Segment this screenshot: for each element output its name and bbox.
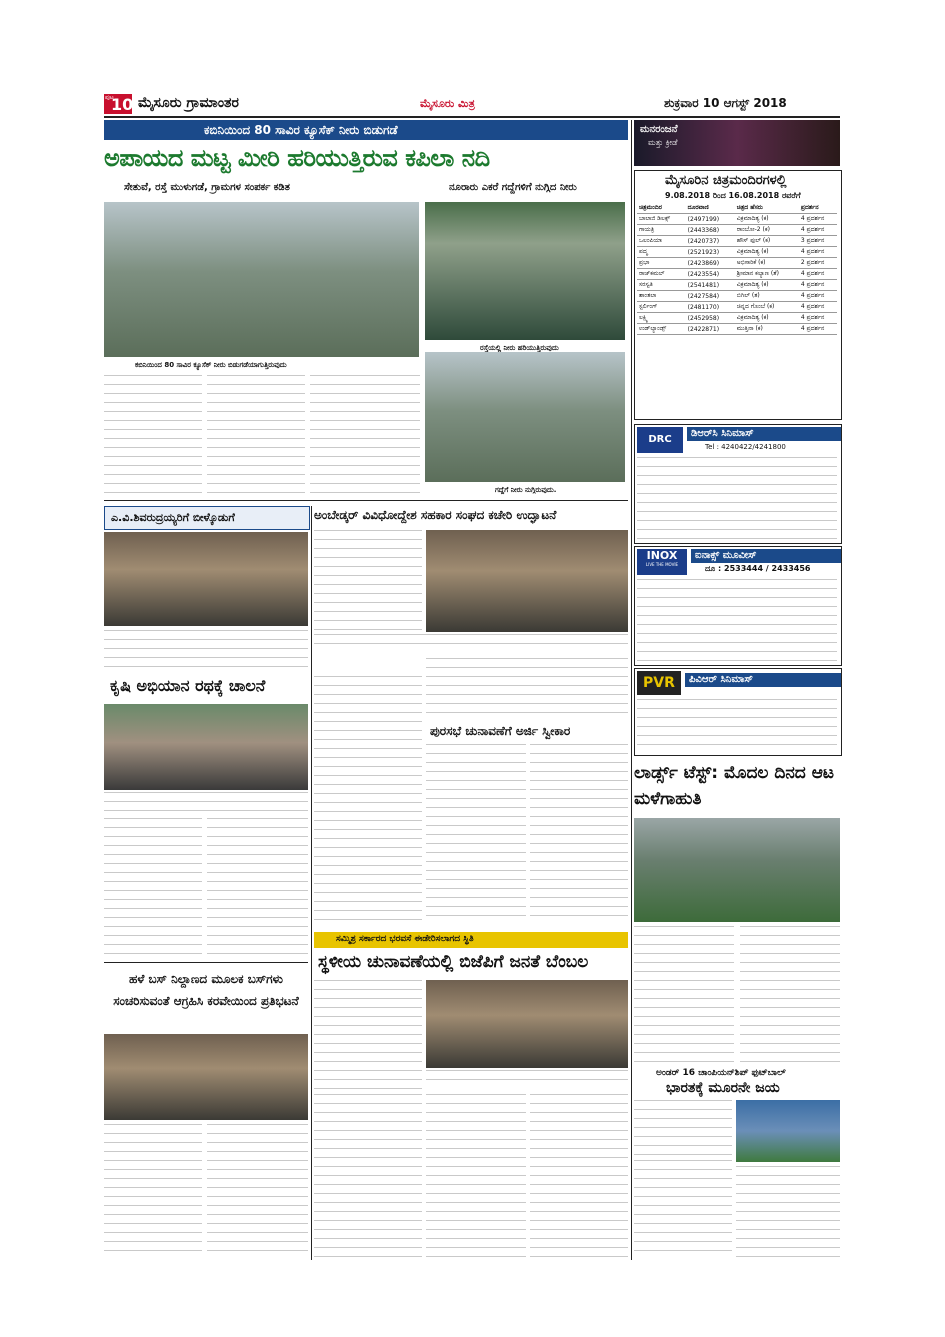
bus-photo: [104, 1034, 308, 1120]
table-cell: ವಿಕ್ರಮಾದಿತ್ಯ (ಕ): [735, 214, 799, 225]
page-number: 10: [111, 95, 134, 114]
lead-body-col-3: [310, 375, 420, 495]
table-row: [637, 324, 837, 335]
table-cell: 4 ಪ್ರದರ್ಶನ: [799, 247, 837, 258]
birthday-headline: ಎ.ವಿ.ಶಿವರುದ್ರಯ್ಯರಿಗೆ ಬೀಳ್ಕೊಡುಗೆ: [111, 511, 235, 524]
table-row: [637, 258, 837, 269]
table-cell: (2497199): [686, 214, 735, 225]
bjp-caption: [426, 1070, 628, 1088]
table-row: [637, 225, 837, 236]
table-row: [637, 291, 837, 302]
table-cell: 4 ಪ್ರದರ್ಶನ: [799, 324, 837, 335]
drc-logo: DRC: [637, 427, 683, 453]
lead-headline: ಅಪಾಯದ ಮಟ್ಟ ಮೀರಿ ಹರಿಯುತ್ತಿರುವ ಕಪಿಲಾ ನದಿ: [104, 144, 490, 172]
bjp-body-1: [314, 980, 422, 1090]
bjp-photo: [426, 980, 628, 1068]
drc-box: [634, 424, 842, 544]
entertainment-promo: [634, 120, 840, 166]
table-cell: ಲಕ್ಷ್ಮಿ: [637, 313, 686, 324]
table-cell: 4 ಪ್ರದರ್ಶನ: [799, 225, 837, 236]
cricket-headline-text: ಲಾರ್ಡ್ಸ್ ಟೆಸ್ಟ್: ಮೊದಲ ದಿನದ ಆಟ ಮಳೆಗಾಹುತಿ: [634, 763, 835, 809]
krishi-photo: [104, 704, 308, 790]
football-body-2: [634, 1160, 732, 1258]
bjp-body-4: [530, 1094, 628, 1258]
bjp-kicker: ಸಮ್ಮಿಶ್ರ ಸರ್ಕಾರದ ಭರವಸೆ ಈಡೇರಿಸಲಾಗದ ಸ್ಥಿತಿ: [336, 934, 474, 944]
table-cell: (2443368): [686, 225, 735, 236]
football-body-1: [634, 1100, 732, 1156]
table-cell: (2541481): [686, 280, 735, 291]
krishi-body-1: [104, 818, 202, 966]
cooperative-body: [314, 530, 422, 630]
table-row: [637, 302, 837, 313]
bus-headline: [104, 968, 308, 1022]
river-photo: [425, 202, 625, 340]
table-cell: 4 ಪ್ರದರ್ಶನ: [799, 313, 837, 324]
birthday-photo: [104, 532, 308, 626]
table-cell: ಚಿನ್ನದ ಗೊಂಬೆ (ಕ): [735, 302, 799, 313]
lead-body-col-2: [207, 375, 305, 495]
column-rule: [631, 120, 632, 1260]
inox-box: [634, 546, 842, 666]
table-cell: ರಾಜ್‌ಕಮಲ್: [637, 269, 686, 280]
pvr-logo: PVR: [637, 671, 681, 695]
table-cell: 4 ಪ್ರದರ್ಶನ: [799, 214, 837, 225]
bjp-headline: ಸ್ಥಳೀಯ ಚುನಾವಣೆಯಲ್ಲಿ ಬಿಜೆಪಿಗೆ ಜನತೆ ಬೆಂಬಲ: [318, 952, 589, 972]
bus-headline-text: ಹಳೆ ಬಸ್ ನಿಲ್ದಾಣದ ಮೂಲಕ ಬಸ್‌ಗಳು ಸಂಚರಿಸುವಂತೆ ಆಗ್ರಹಿಸಿ ಕರವೇಯಿಂದ ಪ್ರತಿಭಟನೆ: [113, 972, 299, 1008]
table-cell: (2423869): [686, 258, 735, 269]
table-cell: (2427584): [686, 291, 735, 302]
krishi-headline: ಕೃಷಿ ಅಭಿಯಾನ ರಥಕ್ಕೆ ಚಾಲನೆ: [110, 676, 266, 695]
table-cell: ಗಾಯತ್ರಿ: [637, 225, 686, 236]
table-row: [637, 313, 837, 324]
table-cell: 4 ಪ್ರದರ್ಶನ: [799, 280, 837, 291]
pvr-showtimes: [637, 699, 837, 751]
cricket-photo: [634, 818, 840, 922]
section-title: ಮೈಸೂರು ಗ್ರಾಮಾಂತರ: [138, 95, 239, 111]
table-cell: ಪ್ರಭಾ: [637, 258, 686, 269]
football-headline: ಭಾರತಕ್ಕೆ ಮೂರನೇ ಜಯ: [666, 1080, 780, 1096]
table-cell: ವಿಕ್ರಮಾದಿತ್ಯ (ಕ): [735, 280, 799, 291]
page-number-box: [104, 94, 132, 114]
table-cell: ಶಾಂತಲಾ: [637, 291, 686, 302]
bjp-body-2: [314, 1094, 422, 1258]
table-cell: ಅಭಿಸಾರಿಕೆ (ಕ): [735, 258, 799, 269]
drc-phone: Tel : 4240422/4241800: [705, 443, 786, 451]
table-cell: ಉಡ್‌ಲ್ಯಾಂಡ್ಸ್: [637, 324, 686, 335]
cinema-col-header: ಚಿತ್ರಮಂದಿರ: [637, 203, 686, 214]
lead-sub-2: ನೂರಾರು ಎಕರೆ ಗದ್ದೆಗಳಿಗೆ ನುಗ್ಗಿದ ನೀರು: [449, 182, 577, 193]
table-row: [637, 214, 837, 225]
field-photo: [425, 352, 625, 482]
table-cell: 4 ಪ್ರದರ್ಶನ: [799, 291, 837, 302]
paper-logo: ಮೈಸೂರು ಮಿತ್ರ: [420, 97, 475, 110]
cinema-listings-box: [634, 170, 842, 420]
lead-sub-1: ಸೇತುವೆ, ರಸ್ತೆ ಮುಳುಗಡೆ, ಗ್ರಾಮಗಳ ಸಂಪರ್ಕ ಕಡಿತ: [124, 182, 290, 193]
inox-showtimes: [637, 579, 837, 661]
cinema-col-header: ಚಿತ್ರದ ಹೆಸರು: [735, 203, 799, 214]
table-cell: (2423554): [686, 269, 735, 280]
football-kicker: ಅಂಡರ್ 16 ಚಾಂಪಿಯನ್‌ಶಿಪ್ ಫುಟ್‌ಬಾಲ್: [656, 1068, 786, 1078]
table-cell: (2481170): [686, 302, 735, 313]
table-cell: ರಾಂಬೋ-2 (ಕ): [735, 225, 799, 236]
section-rule: [104, 962, 308, 963]
table-cell: (2420737): [686, 236, 735, 247]
table-cell: 4 ಪ್ರದರ್ಶನ: [799, 269, 837, 280]
lead-kicker-bar: [104, 120, 628, 140]
issue-date: ಶುಕ್ರವಾರ 10 ಆಗಸ್ಟ್ 2018: [664, 96, 787, 110]
pvr-box: [634, 668, 842, 756]
pvr-title: ಪಿವಿಆರ್ ಸಿನಿಮಾಸ್: [685, 673, 841, 687]
table-cell: 2 ಪ್ರದರ್ಶನ: [799, 258, 837, 269]
election-body-2: [530, 744, 628, 924]
inox-title: ಐನಾಕ್ಸ್ ಮೂವೀಸ್: [691, 549, 841, 563]
table-cell: (2452958): [686, 313, 735, 324]
cinema-title: ಮೈಸೂರಿನ ಚಿತ್ರಮಂದಿರಗಳಲ್ಲಿ: [665, 173, 787, 188]
cinema-dates: 9.08.2018 ರಿಂದ 16.08.2018 ರವರೆಗೆ: [665, 191, 801, 200]
table-row: [637, 269, 837, 280]
birthday-caption: [104, 630, 308, 670]
page-label: ಪುಟ: [105, 94, 114, 101]
table-cell: ಸರಸ್ವತಿ: [637, 280, 686, 291]
table-cell: 4 ಪ್ರದರ್ಶನ: [799, 302, 837, 313]
table-cell: ವಿಕ್ರಮಾದಿತ್ಯ (ಕ): [735, 313, 799, 324]
table-cell: (2521923): [686, 247, 735, 258]
football-photo: [736, 1100, 840, 1162]
table-cell: ಬಿಗಿಲ್ (ತ): [735, 291, 799, 302]
section-rule: [104, 500, 628, 501]
column-rule: [311, 506, 312, 1260]
table-row: [637, 280, 837, 291]
cinema-table: [637, 203, 837, 335]
masthead: [104, 92, 840, 118]
field-caption: ಗದ್ದೆಗೆ ನೀರು ನುಗ್ಗಿರುವುದು.: [495, 486, 557, 494]
krishi-body-3: [314, 676, 422, 924]
lead-body-col-1: [104, 375, 202, 495]
cooperative-headline: ಅಂಬೇಡ್ಕರ್ ವಿವಿಧೋದ್ದೇಶ ಸಹಕಾರ ಸಂಘದ ಕಚೇರಿ ಉದ್ಘಾಟನೆ: [314, 508, 557, 522]
krishi-body-2: [207, 818, 308, 966]
table-cell: ಹೌಸ್ ಫುಲ್ (ಕ): [735, 236, 799, 247]
table-row: [637, 247, 837, 258]
cricket-body-1: [634, 926, 734, 1064]
lead-kicker: ಕಬಿನಿಯಿಂದ 80 ಸಾವಿರ ಕ್ಯೂಸೆಕ್ ನೀರು ಬಿಡುಗಡೆ: [204, 123, 398, 137]
cricket-body-2: [740, 926, 840, 1064]
dam-caption: ಕಬಿನಿಯಿಂದ 80 ಸಾವಿರ ಕ್ಯೂಸೆಕ್ ನೀರು ಬಿಡುಗಡೆಯಾಗುತ್ತಿರುವುದು: [135, 361, 287, 369]
drc-showtimes: [637, 457, 837, 539]
promo-title: ಮನರಂಜನೆ: [640, 124, 678, 135]
table-cell: ಮುತ್ತಿನಾ (ಕ): [735, 324, 799, 335]
bjp-kicker-bar: [314, 932, 628, 948]
bus-body-2: [207, 1124, 308, 1258]
table-row: [637, 236, 837, 247]
cricket-headline: [634, 760, 840, 816]
cinema-col-header: ದೂರವಾಣಿ: [686, 203, 735, 214]
bjp-body-3: [426, 1094, 526, 1258]
cinema-col-header: ಪ್ರದರ್ಶನ: [799, 203, 837, 214]
inox-logo-text: INOX: [646, 549, 678, 562]
inox-tagline: LIVE THE MOVIE: [645, 562, 679, 567]
cooperative-body-2: [426, 658, 628, 718]
table-cell: ವಿಕ್ರಮಾದಿತ್ಯ (ಕ): [735, 247, 799, 258]
birthday-headline-bar: [104, 506, 310, 530]
promo-sub: ಮತ್ತು ಕ್ರೀಡೆ: [648, 138, 678, 147]
bus-body-1: [104, 1124, 202, 1258]
cooperative-photo: [426, 530, 628, 632]
cooperative-caption: [314, 634, 628, 652]
dam-photo: [104, 202, 419, 357]
inox-logo: [637, 549, 687, 575]
table-cell: 3 ಪ್ರದರ್ಶನ: [799, 236, 837, 247]
football-body-3: [736, 1166, 840, 1258]
table-cell: ಶ್ರೀಮಾನ ಕಲ್ಯಾಣ (ತೆ): [735, 269, 799, 280]
lead-subheads: [104, 182, 628, 198]
drc-title: ಡಿಆರ್‌ಸಿ ಸಿನಿಮಾಸ್: [687, 427, 841, 441]
table-cell: ಸ್ಟರ್ಲಿಂಗ್: [637, 302, 686, 313]
table-cell: ಬಾಲಾಜಿ ಡಿಲಕ್ಸ್: [637, 214, 686, 225]
inox-phone: ದೂ : 2533444 / 2433456: [705, 564, 811, 573]
krishi-caption: [104, 792, 308, 814]
election-headline: ಪುರಸಭೆ ಚುನಾವಣೆಗೆ ಅರ್ಜಿ ಸ್ವೀಕಾರ: [430, 724, 571, 738]
table-cell: (2422871): [686, 324, 735, 335]
river-caption: ರಸ್ತೆಯಲ್ಲಿ ನೀರು ಹರಿಯುತ್ತಿರುವುದು: [480, 344, 559, 352]
table-cell: ಪದ್ಮ: [637, 247, 686, 258]
election-body-1: [426, 744, 526, 924]
table-cell: ಒಲಂಪಿಯಾ: [637, 236, 686, 247]
